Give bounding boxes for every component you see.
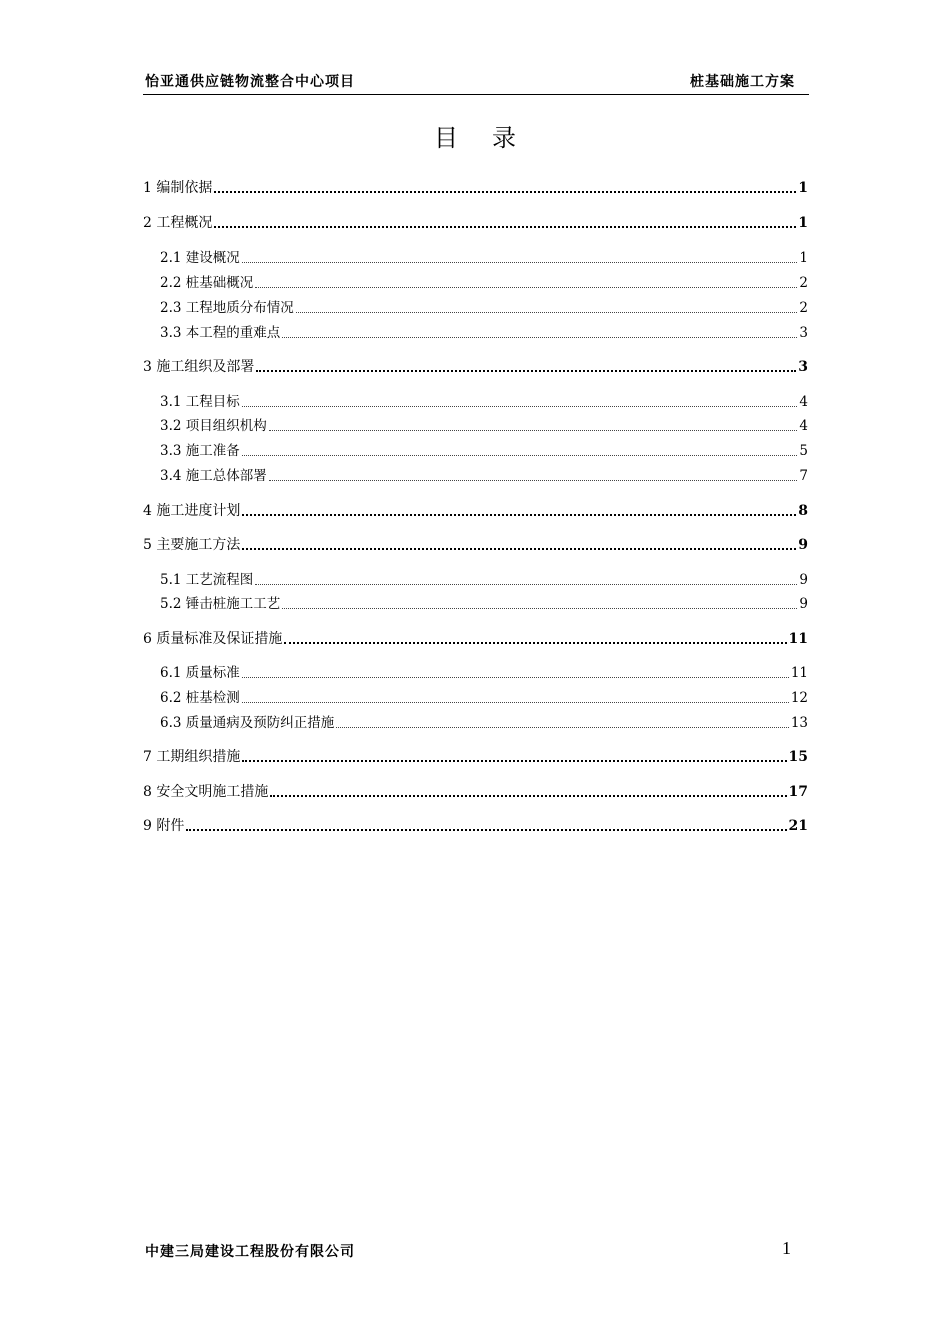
toc-dot-leader: [242, 701, 789, 703]
toc-entry-section[interactable]: [143, 629, 808, 649]
toc-entry-page: 21: [788, 818, 808, 834]
toc-entry-label: 2 工程概况: [143, 215, 213, 231]
toc-entry-label: 2.2 桩基础概况: [160, 275, 254, 291]
toc-dot-leader: [242, 405, 798, 407]
toc-entry-label: 3.3 施工准备: [160, 443, 240, 459]
toc-entry-section[interactable]: [143, 178, 808, 198]
toc-entry-label: 6.3 质量通病及预防纠正措施: [160, 715, 335, 731]
toc-entry-label: 7 工期组织措施: [143, 749, 241, 765]
toc-entry-label: 3.3 本工程的重难点: [160, 325, 281, 341]
toc-entry-label: 3.2 项目组织机构: [160, 418, 267, 434]
toc-entry-page: 11: [790, 665, 808, 681]
toc-entry-subsection[interactable]: [143, 570, 808, 590]
toc-dot-leader: [242, 261, 798, 263]
toc-entry-page: 1: [799, 250, 808, 266]
toc-entry-page: 2: [799, 275, 808, 291]
toc-entry-page: 1: [798, 215, 808, 231]
toc-entry-page: 8: [798, 503, 808, 519]
toc-entry-subsection[interactable]: [143, 688, 808, 708]
toc-dot-leader: [269, 429, 798, 431]
toc-entry-label: 3 施工组织及部署: [143, 359, 255, 375]
toc-entry-page: 4: [799, 394, 808, 410]
toc-dot-leader: [214, 225, 796, 228]
toc-entry-subsection[interactable]: [143, 663, 808, 683]
toc-dot-leader: [270, 794, 786, 797]
toc-dot-leader: [186, 828, 786, 831]
toc-dot-leader: [256, 369, 796, 372]
toc-entry-section[interactable]: [143, 816, 808, 836]
toc-entry-page: 2: [799, 300, 808, 316]
toc-entry-page: 12: [790, 690, 808, 706]
toc-dot-leader: [255, 286, 797, 288]
toc-dot-leader: [336, 726, 789, 728]
toc-entry-page: 9: [798, 537, 808, 553]
toc-dot-leader: [242, 676, 789, 678]
toc-entry-page: 3: [799, 325, 808, 341]
toc-entry-label: 2.3 工程地质分布情况: [160, 300, 294, 316]
toc-entry-subsection[interactable]: [143, 466, 808, 486]
toc-dot-leader: [242, 759, 786, 762]
toc-entry-subsection[interactable]: [143, 323, 808, 343]
toc-entry-label: 5.2 锤击桩施工工艺: [160, 596, 281, 612]
toc-dot-leader: [296, 311, 798, 313]
toc-entry-page: 9: [799, 596, 808, 612]
toc-title: 目录: [434, 124, 550, 152]
toc-entry-section[interactable]: [143, 501, 808, 521]
toc-entry-label: 9 附件: [143, 818, 185, 834]
toc-entry-subsection[interactable]: [143, 416, 808, 436]
toc-entry-subsection[interactable]: [143, 441, 808, 461]
toc-dot-leader: [242, 547, 796, 550]
toc-entry-page: 3: [798, 359, 808, 375]
footer-page-number: 1: [782, 1238, 791, 1258]
toc-entry-label: 3.4 施工总体部署: [160, 468, 267, 484]
toc-dot-leader: [269, 479, 798, 481]
toc-entry-page: 13: [790, 715, 808, 731]
toc-entry-page: 4: [799, 418, 808, 434]
toc-dot-leader: [214, 190, 796, 193]
page-header: [143, 68, 809, 95]
toc-entry-page: 1: [798, 180, 808, 196]
toc-entry-subsection[interactable]: [143, 298, 808, 318]
toc-entry-section[interactable]: [143, 535, 808, 555]
toc-entry-subsection[interactable]: [143, 594, 808, 614]
toc-entry-label: 3.1 工程目标: [160, 394, 240, 410]
toc-entry-page: 5: [799, 443, 808, 459]
toc-entry-label: 4 施工进度计划: [143, 503, 241, 519]
toc-entry-page: 7: [799, 468, 808, 484]
toc-entry-label: 1 编制依据: [143, 180, 213, 196]
toc-dot-leader: [242, 454, 798, 456]
toc-entry-label: 8 安全文明施工措施: [143, 784, 269, 800]
toc-entry-subsection[interactable]: [143, 392, 808, 412]
toc-dot-leader: [255, 583, 797, 585]
toc-entry-section[interactable]: [143, 782, 808, 802]
toc-entry-section[interactable]: [143, 357, 808, 377]
toc-entry-label: 6 质量标准及保证措施: [143, 631, 283, 647]
toc-entry-label: 5.1 工艺流程图: [160, 572, 254, 588]
header-project-name: 怡亚通供应链物流整合中心项目: [145, 74, 355, 90]
toc-entry-page: 11: [788, 631, 808, 647]
toc-dot-leader: [284, 641, 786, 644]
toc-entry-section[interactable]: [143, 747, 808, 767]
toc-entry-subsection[interactable]: [143, 248, 808, 268]
toc-dot-leader: [282, 607, 797, 609]
header-document-name: 桩基础施工方案: [690, 74, 795, 90]
toc-dot-leader: [242, 513, 796, 516]
toc-entry-subsection[interactable]: [143, 713, 808, 733]
toc-entry-label: 2.1 建设概况: [160, 250, 240, 266]
toc-entry-label: 6.2 桩基检测: [160, 690, 240, 706]
toc-entry-page: 15: [788, 749, 808, 765]
toc-entry-label: 6.1 质量标准: [160, 665, 240, 681]
footer-company: 中建三局建设工程股份有限公司: [145, 1244, 355, 1260]
toc-entry-label: 5 主要施工方法: [143, 537, 241, 553]
toc-entry-page: 17: [788, 784, 808, 800]
toc-dot-leader: [282, 336, 797, 338]
toc-entry-page: 9: [799, 572, 808, 588]
toc-entry-section[interactable]: [143, 213, 808, 233]
toc-entry-subsection[interactable]: [143, 273, 808, 293]
